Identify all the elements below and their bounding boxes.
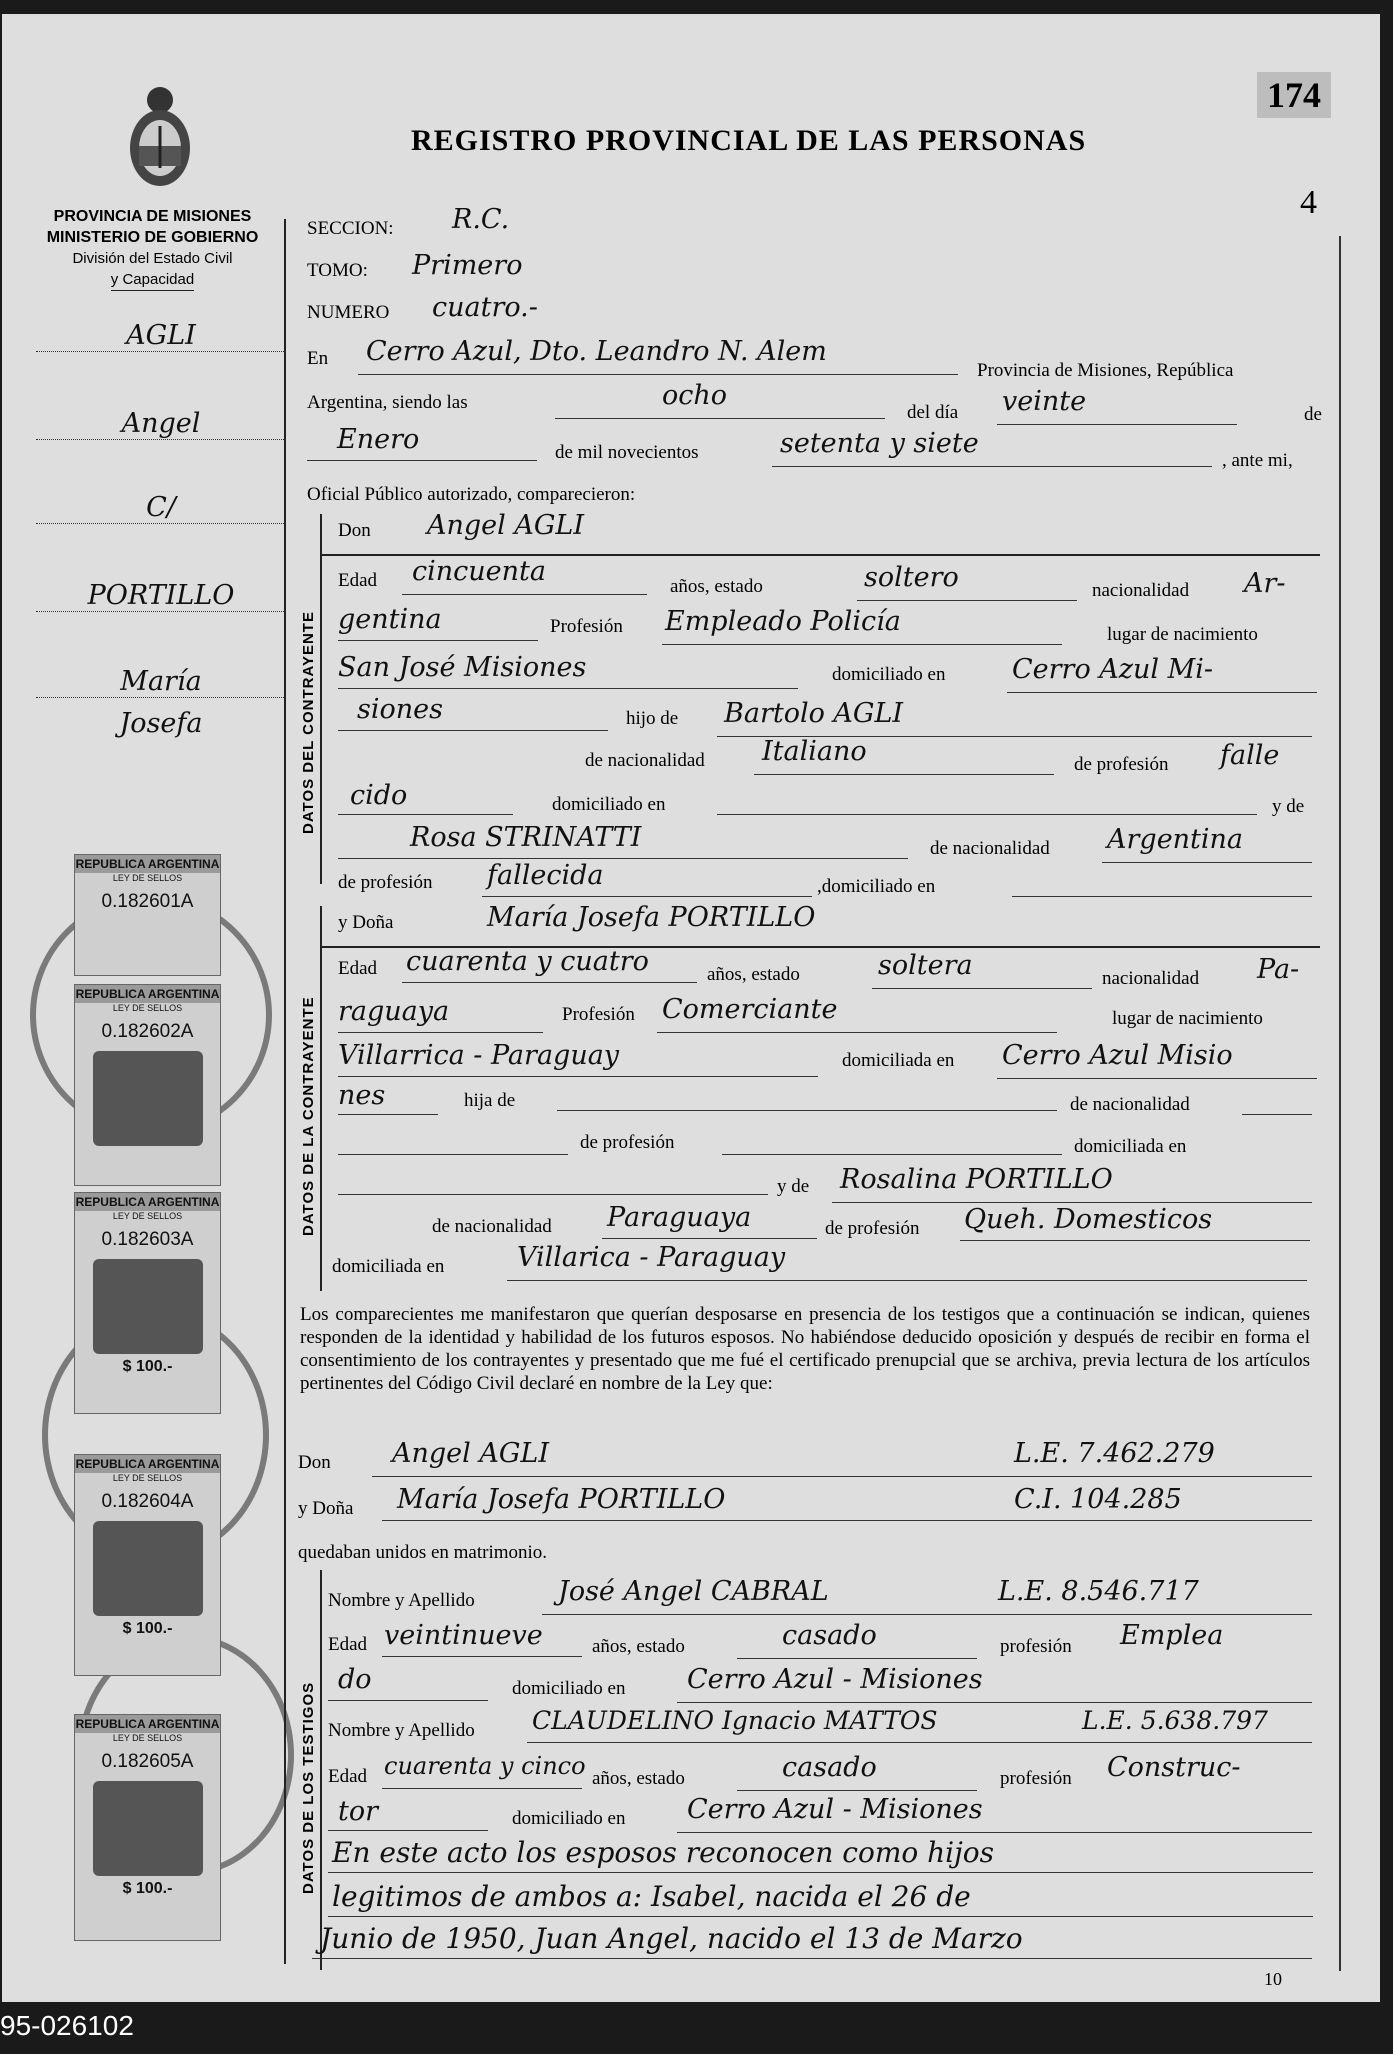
label-y-dona2: y Doña	[298, 1498, 354, 1519]
label-lugar-nac2: lugar de nacimiento	[1112, 1008, 1263, 1029]
margin-divider	[284, 219, 286, 1964]
margin-name: Angel	[36, 408, 286, 440]
label-domiciliado2: domiciliado en	[552, 794, 666, 815]
contrayente-padre: Bartolo AGLI	[724, 698, 904, 729]
stamp-price: $ 100.-	[122, 1880, 173, 1897]
testigo2-doc: L.E. 5.638.797	[1082, 1706, 1268, 1735]
label-de-nacionalidad4: de nacionalidad	[432, 1216, 552, 1237]
label-y-de: y de	[1272, 796, 1305, 817]
contrayente-madre-nac: Argentina	[1107, 824, 1244, 855]
stamp-sub: LEY DE SELLOS	[112, 1003, 183, 1013]
union-don-nombre: Angel AGLI	[392, 1438, 550, 1469]
label-de-nacionalidad3: de nacionalidad	[1070, 1094, 1190, 1115]
note-line: En este acto los esposos reconocen como hijos	[332, 1836, 995, 1869]
label-lugar-nac: lugar de nacimiento	[1107, 624, 1258, 645]
label-de-profesion2: de profesión	[338, 872, 433, 893]
label-de-profesion: de profesión	[1074, 754, 1169, 775]
label-profesion-t2: profesión	[1000, 1768, 1072, 1789]
label-seccion: SECCION:	[307, 218, 394, 239]
label-del-dia: del día	[907, 402, 959, 423]
union-dona-nombre: María Josefa PORTILLO	[397, 1484, 726, 1515]
stamp-price: $ 100.-	[122, 1358, 173, 1375]
label-anos-estado2: años, estado	[707, 964, 800, 985]
stamp-emblem-icon	[93, 1051, 203, 1146]
label-nacionalidad2: nacionalidad	[1102, 968, 1200, 989]
stamp-number: 0.182604A	[101, 1491, 194, 1512]
margin-name: C/	[36, 492, 286, 524]
label-anos-estado3: años, estado	[592, 1636, 685, 1657]
contrayente-padre-prof2: cido	[350, 780, 408, 811]
testigo2-nombre: CLAUDELINO Ignacio MATTOS	[532, 1706, 938, 1735]
testigo1-edad: veintinueve	[384, 1620, 543, 1651]
label-hijo-de: hijo de	[626, 708, 679, 729]
document-page	[2, 14, 1380, 2002]
label-hija-de: hija de	[464, 1090, 516, 1111]
stamp-sub: LEY DE SELLOS	[112, 873, 183, 883]
page-number: 174	[1257, 72, 1331, 118]
revenue-stamp	[74, 984, 221, 1186]
testigo2-edad: cuarenta y cinco	[384, 1752, 586, 1780]
ministry-line: PROVINCIA DE MISIONES	[53, 208, 252, 225]
stamp-number: 0.182605A	[101, 1751, 194, 1772]
footer-code: 95-026102	[0, 2010, 134, 2041]
testigo1-prof2: do	[338, 1664, 372, 1695]
margin-name: Josefa	[119, 708, 203, 739]
contrayenta-madre: Rosalina PORTILLO	[840, 1164, 1113, 1195]
value-hora: ocho	[662, 380, 728, 411]
label-edad3: Edad	[328, 1634, 368, 1655]
value-seccion: R.C.	[452, 204, 510, 235]
label-domiciliado: domiciliado en	[832, 664, 946, 685]
label-edad: Edad	[338, 570, 378, 591]
contrayenta-profesion: Comerciante	[662, 994, 838, 1025]
contrayenta-madre-nac: Paraguaya	[607, 1202, 752, 1233]
stamp-header: REPUBLICA ARGENTINA	[75, 987, 220, 1001]
stamp-sub: LEY DE SELLOS	[112, 1733, 183, 1743]
stamp-number: 0.182603A	[101, 1229, 194, 1250]
label-profesion2: Profesión	[562, 1004, 635, 1025]
testigo1-estado: casado	[782, 1620, 877, 1651]
union-dona-doc: C.I. 104.285	[1014, 1484, 1182, 1515]
stamp-sub: LEY DE SELLOS	[112, 1211, 183, 1221]
label-de-mil: de mil novecientos	[555, 442, 699, 463]
contrayenta-domicilio2: nes	[338, 1080, 386, 1111]
label-don: Don	[338, 520, 371, 541]
label-y-dona: y Doña	[338, 912, 394, 933]
label-profesion: Profesión	[550, 616, 623, 637]
contrayenta-estado: soltera	[878, 950, 973, 981]
stamp-emblem-icon	[93, 1521, 203, 1616]
label-domiciliado-t1: domiciliado en	[512, 1678, 626, 1699]
label-y-de2: y de	[777, 1176, 810, 1197]
right-border	[1339, 236, 1341, 1971]
note-line: legitimos de ambos a: Isabel, nacida el 26 de	[332, 1880, 971, 1913]
folio-number: 10	[1264, 1969, 1282, 1989]
margin-name: AGLI	[36, 320, 286, 352]
testigo2-prof2: tor	[338, 1796, 379, 1827]
contrayente-madre-prof: fallecida	[487, 860, 604, 891]
value-tomo: Primero	[412, 250, 523, 281]
note-line: Junio de 1950, Juan Angel, nacido el 13 de Marzo	[320, 1922, 1023, 1955]
section-label: DATOS DE LA CONTRAYENTE	[300, 996, 317, 1236]
national-crest-icon	[122, 82, 198, 194]
contrayente-profesion: Empleado Policía	[665, 606, 901, 637]
label-domiciliado-t2: domiciliado en	[512, 1808, 626, 1829]
label-domiciliado3: ,domiciliado en	[817, 876, 936, 897]
stamp-number: 0.182601A	[101, 891, 194, 912]
revenue-stamp	[74, 1454, 221, 1676]
label-de-nacionalidad: de nacionalidad	[585, 750, 705, 771]
testigo1-prof1: Emplea	[1120, 1620, 1224, 1651]
contrayente-edad: cincuenta	[412, 556, 546, 587]
declaration-paragraph: Los comparecientes me manifestaron que querían desposarse en presencia de los testigos que a continuación se indican, quienes responden de la identidad y habilidad de los futuros esposos. No habiéndose deducido oposición y después de recibir en forma el consentimiento de los contrayentes y presentado que me fué el certificado prenupcial que se archiva, previa lectura de los artículos pertinentes del Código Civil declaré en nombre de la Ley que:	[300, 1304, 1310, 1394]
margin-name: María	[36, 666, 286, 698]
label-provincia: Provincia de Misiones, República	[977, 360, 1234, 381]
label-nombre-apellido2: Nombre y Apellido	[328, 1720, 475, 1741]
contrayenta-nac1: Pa-	[1257, 954, 1300, 985]
stamp-emblem-icon	[93, 1259, 203, 1354]
contrayente-domicilio1: Cerro Azul Mi-	[1012, 654, 1214, 685]
label-domiciliada2: domiciliada en	[1074, 1136, 1187, 1157]
contrayente-nac2: gentina	[338, 604, 442, 635]
value-dia: veinte	[1002, 386, 1087, 417]
margin-name: PORTILLO	[36, 580, 286, 612]
page-subnumber: 4	[1300, 184, 1317, 221]
contrayente-lugar-nac: San José Misiones	[338, 652, 587, 683]
value-mes: Enero	[337, 424, 420, 455]
label-quedaban: quedaban unidos en matrimonio.	[298, 1542, 548, 1563]
section-label: DATOS DEL CONTRAYENTE	[300, 611, 317, 834]
label-de-nacionalidad2: de nacionalidad	[930, 838, 1050, 859]
label-don2: Don	[298, 1452, 331, 1473]
division-line: y Capacidad	[111, 269, 194, 291]
value-numero: cuatro.-	[432, 292, 538, 323]
contrayenta-madre-domicilio: Villarica - Paraguay	[517, 1242, 786, 1273]
contrayenta-nac2: raguaya	[338, 996, 450, 1027]
label-argentina: Argentina, siendo las	[307, 392, 468, 413]
label-edad4: Edad	[328, 1766, 368, 1787]
section-label: DATOS DE LOS TESTIGOS	[300, 1681, 317, 1894]
contrayente-nac1: Ar-	[1244, 568, 1286, 599]
stamp-header: REPUBLICA ARGENTINA	[75, 1457, 220, 1471]
label-nombre-apellido: Nombre y Apellido	[328, 1590, 475, 1611]
label-de-profesion4: de profesión	[825, 1218, 920, 1239]
stamp-header: REPUBLICA ARGENTINA	[75, 1717, 220, 1731]
label-anos-estado: años, estado	[670, 576, 763, 597]
stamp-price: $ 100.-	[122, 1620, 173, 1637]
testigo2-estado: casado	[782, 1752, 877, 1783]
testigo2-prof1: Construc-	[1107, 1752, 1241, 1783]
revenue-stamp	[74, 1714, 221, 1941]
contrayenta-edad: cuarenta y cuatro	[406, 946, 649, 977]
contrayenta-nombre: María Josefa PORTILLO	[487, 902, 816, 933]
stamp-sub: LEY DE SELLOS	[112, 1473, 183, 1483]
testigo1-doc: L.E. 8.546.717	[998, 1576, 1199, 1607]
contrayenta-lugar-nac: Villarrica - Paraguay	[338, 1040, 620, 1071]
contrayenta-domicilio1: Cerro Azul Misio	[1002, 1040, 1233, 1071]
contrayente-domicilio2: siones	[357, 694, 443, 725]
revenue-stamp	[74, 1192, 221, 1414]
ministry-block	[20, 206, 285, 291]
revenue-stamp	[74, 854, 221, 976]
testigo2-domicilio: Cerro Azul - Misiones	[687, 1794, 983, 1825]
label-profesion-t1: profesión	[1000, 1636, 1072, 1657]
label-ante-mi: , ante mi,	[1222, 450, 1293, 471]
label-oficial: Oficial Público autorizado, comparecieron:	[307, 484, 636, 505]
testigo1-domicilio: Cerro Azul - Misiones	[687, 1664, 983, 1695]
stamp-emblem-icon	[93, 1781, 203, 1876]
label-domiciliada: domiciliada en	[842, 1050, 955, 1071]
contrayente-padre-nac: Italiano	[762, 736, 867, 767]
stamp-header: REPUBLICA ARGENTINA	[75, 857, 220, 871]
label-de: de	[1304, 404, 1322, 425]
contrayente-estado: soltero	[864, 562, 959, 593]
union-don-doc: L.E. 7.462.279	[1014, 1438, 1215, 1469]
label-tomo: TOMO:	[307, 260, 368, 281]
testigo1-nombre: José Angel CABRAL	[558, 1576, 829, 1607]
label-en: En	[307, 348, 329, 369]
value-anio: setenta y siete	[780, 428, 979, 459]
document-title: REGISTRO PROVINCIAL DE LAS PERSONAS	[411, 124, 1087, 157]
stamp-header: REPUBLICA ARGENTINA	[75, 1195, 220, 1209]
stamp-number: 0.182602A	[101, 1021, 194, 1042]
label-anos-estado4: años, estado	[592, 1768, 685, 1789]
label-de-profesion3: de profesión	[580, 1132, 675, 1153]
contrayente-nombre: Angel AGLI	[427, 510, 585, 541]
value-lugar: Cerro Azul, Dto. Leandro N. Alem	[366, 336, 827, 367]
contrayenta-madre-prof: Queh. Domesticos	[964, 1204, 1213, 1235]
ministry-line: MINISTERIO DE GOBIERNO	[46, 229, 259, 246]
contrayente-padre-prof1: falle	[1220, 740, 1280, 771]
label-domiciliada3: domiciliada en	[332, 1256, 445, 1277]
label-edad2: Edad	[338, 958, 378, 979]
label-nacionalidad: nacionalidad	[1092, 580, 1190, 601]
contrayente-madre: Rosa STRINATTI	[410, 822, 642, 853]
label-numero: NUMERO	[307, 302, 390, 323]
division-line: División del Estado Civil	[72, 250, 233, 267]
